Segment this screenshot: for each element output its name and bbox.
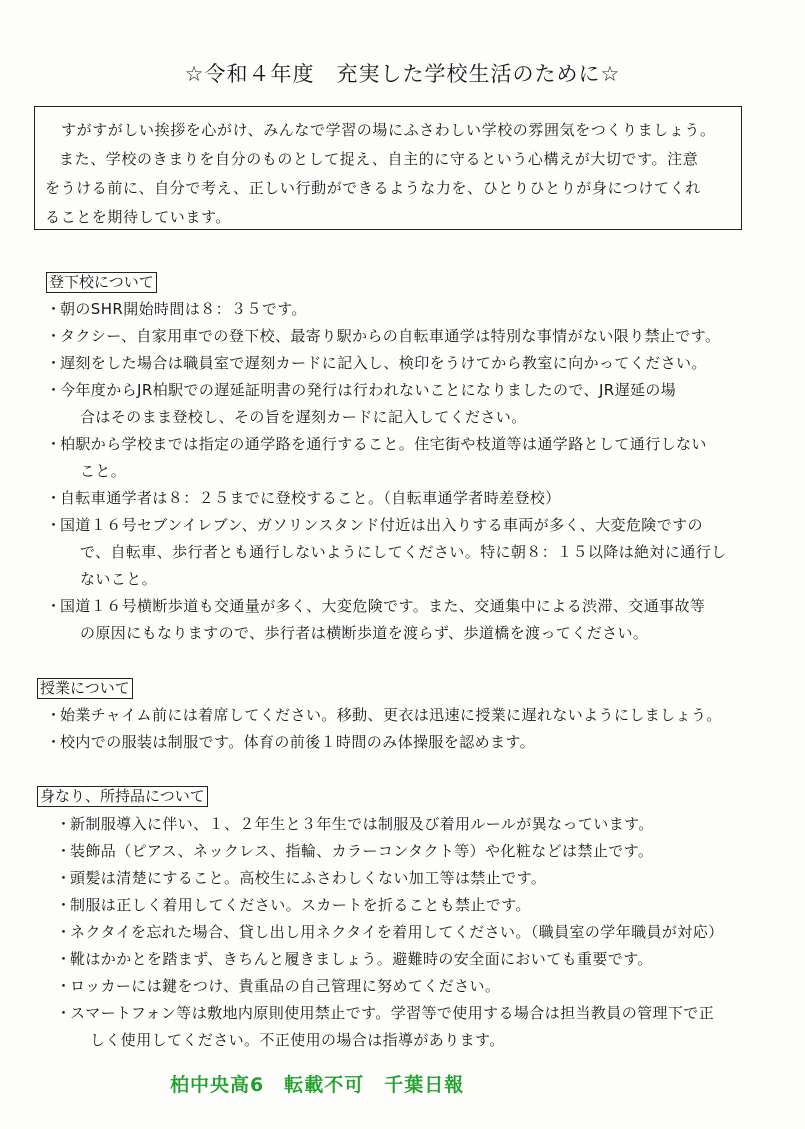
list-item: ・ 自転車通学者は８：２５までに登校すること。（自転車通学者時差登校） — [60, 485, 805, 512]
list-item: ・ 始業チャイム前には着席してください。移動、更衣は迅速に授業に遅れないようにしましょう。 — [60, 702, 805, 729]
list-item: ・ タクシー、自家用車での登下校、最寄り駅からの自転車通学は特別な事情がない限り禁止です。 — [60, 323, 805, 350]
appearance-list — [56, 811, 805, 1054]
footer-credit: 柏中央高6 転載不可 千葉日報 — [170, 1074, 465, 1096]
section-classes — [0, 678, 805, 756]
list-item: ・ 新制服導入に伴い、１、２年生と３年生では制服及び着用ルールが異なっています。 — [70, 811, 805, 838]
list-item: ・ 国道１６号セブンイレブン、ガソリンスタンド付近は出入りする車両が多く、大変危険ですの で、自転車、歩行者とも通行しないようにしてください。特に朝８：１５以降は絶対に通行し ないこと。 — [60, 512, 805, 593]
commute-list — [46, 296, 805, 647]
classes-list — [46, 702, 805, 756]
bullet-icon: ・ — [46, 381, 62, 399]
bullet-icon: ・ — [56, 923, 72, 941]
bullet-icon: ・ — [46, 706, 62, 724]
bullet-icon: ・ — [56, 869, 72, 887]
bullet-icon: ・ — [46, 327, 62, 345]
bullet-icon: ・ — [46, 489, 62, 507]
intro-paragraph-2-line-3: ることを期待しています。 — [45, 208, 232, 226]
list-item: ・ 装飾品（ピアス、ネックレス、指輪、カラーコンタクト等）や化粧などは禁止です。 — [70, 838, 805, 865]
list-item: ・ 遅刻をした場合は職員室で遅刻カードに記入し、検印をうけてから教室に向かってください。 — [60, 350, 805, 377]
list-item: ・ 校内での服装は制服です。体育の前後１時間のみ体操服を認めます。 — [60, 729, 805, 756]
list-item: ・ スマートフォン等は敷地内原則使用禁止です。学習等で使用する場合は担当教員の管理下で正 しく使用してください。不正使用の場合は指導があります。 — [70, 1000, 805, 1054]
intro-paragraph-2-line-1: また、学校のきまりを自分のものとして捉え、自主的に守るという心構えが大切です。注意 — [59, 150, 699, 168]
list-item: ・ ネクタイを忘れた場合、貸し出し用ネクタイを着用してください。（職員室の学年職員が対応） — [70, 919, 805, 946]
bullet-icon: ・ — [56, 950, 72, 968]
section-commute — [0, 272, 805, 647]
list-item: ・ 制服は正しく着用してください。スカートを折ることも禁止です。 — [70, 892, 805, 919]
section-heading-commute: 登下校について — [46, 272, 157, 293]
list-item: ・ 朝のSHR開始時間は８：３５です。 — [60, 296, 805, 323]
intro-paragraph-1: すがすがしい挨拶を心がけ、みんなで学習の場にふさわしい学校の雰囲気をつくりましょう。 — [61, 121, 716, 139]
list-item: ・ 今年度からJR柏駅での遅延証明書の発行は行われないことになりましたので、JR遅延の場 合はそのまま登校し、その旨を遅刻カードに記入してください。 — [60, 377, 805, 431]
bullet-icon: ・ — [46, 516, 62, 534]
section-appearance — [0, 786, 805, 1054]
list-item: ・ 国道１６号横断歩道も交通量が多く、大変危険です。また、交通集中による渋滞、交通事故等 の原因にもなりますので、歩行者は横断歩道を渡らず、歩道橋を渡ってください。 — [60, 593, 805, 647]
bullet-icon: ・ — [46, 733, 62, 751]
bullet-icon: ・ — [56, 977, 72, 995]
list-item: ・ 頭髪は清楚にすること。高校生にふさわしくない加工等は禁止です。 — [70, 865, 805, 892]
bullet-icon: ・ — [56, 1004, 72, 1022]
intro-paragraph-2-line-2: をうける前に、自分で考え、正しい行動ができるような力を、ひとりひとりが身につけてくれ — [45, 179, 701, 197]
bullet-icon: ・ — [56, 842, 72, 860]
list-item: ・ 柏駅から学校までは指定の通学路を通行すること。住宅街や枝道等は通学路として通行しない こと。 — [60, 431, 805, 485]
list-item: ・ 靴はかかとを踏まず、きちんと履きましょう。避難時の安全面においても重要です。 — [70, 946, 805, 973]
bullet-icon: ・ — [46, 354, 62, 372]
bullet-icon: ・ — [56, 896, 72, 914]
bullet-icon: ・ — [46, 597, 62, 615]
bullet-icon: ・ — [46, 300, 62, 318]
intro-box — [34, 106, 742, 230]
bullet-icon: ・ — [46, 435, 62, 453]
section-heading-appearance: 身なり、所持品について — [37, 786, 208, 807]
bullet-icon: ・ — [56, 815, 72, 833]
section-heading-classes: 授業について — [37, 678, 133, 699]
list-item: ・ ロッカーには鍵をつけ、貴重品の自己管理に努めてください。 — [70, 973, 805, 1000]
page-title: ☆令和４年度 充実した学校生活のために☆ — [184, 62, 621, 86]
